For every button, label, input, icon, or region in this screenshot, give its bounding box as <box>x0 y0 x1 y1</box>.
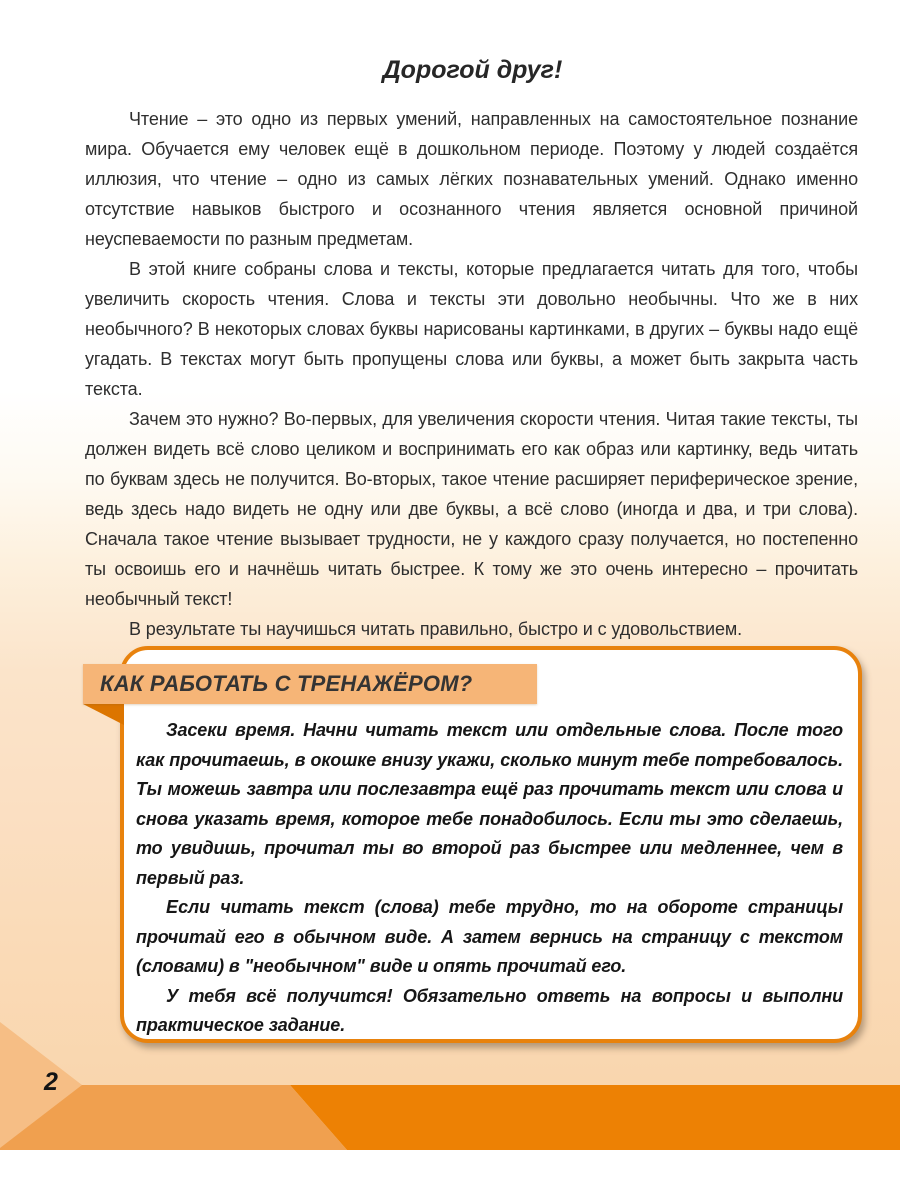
howto-banner <box>83 664 537 704</box>
page-title: Дорогой друг! <box>382 56 563 84</box>
intro-paragraph-3: Зачем это нужно? Во-первых, для увеличения скорости чтения. Читая такие тексты, ты должен видеть всё слово целиком и воспринимать его как образ или картинку, ведь читать по буквам здесь не получится. Во-вторых, такое чтение расширяет периферическое зрение, ведь здесь надо видеть не одну или две буквы, а всё слово (иногда и два, и три слова). Сначала такое чтение вызывает трудности, не у каждого сразу получается, но постепенно ты освоишь его и начнёшь читать быстрее. К тому же это очень интересно – прочитать необычный текст! <box>85 409 858 609</box>
page-number: 2 <box>44 1068 58 1096</box>
howto-paragraph-1: Засеки время. Начни читать текст или отдельные слова. После того как прочитаешь, в окошке внизу укажи, сколько минут тебе потребовалось. Ты можешь завтра или послезавтра ещё раз прочитать текст или слова и снова указать время, которое тебе понадобилось. Если ты это сделаешь, то увидишь, прочитал ты во второй раз быстрее или медленнее, чем в первый раз. <box>136 720 843 888</box>
footer-decorative-shapes <box>0 1022 900 1150</box>
footer-band-dark-shape <box>290 1085 900 1150</box>
howto-text-block <box>136 716 843 1041</box>
intro-paragraph-1: Чтение – это одно из первых умений, направленных на самостоятельное познание мира. Обучается ему человек ещё в дошкольном периоде. Поэтому у людей создаётся иллюзия, что чтение – одно из самых лёгких познавательных умений. Однако именно отсутствие навыков быстрого и осознанного чтения является основной причиной неуспеваемости по разным предметам. <box>85 109 858 249</box>
intro-text-block <box>85 104 858 644</box>
intro-paragraph-4: В результате ты научишься читать правильно, быстро и с удовольствием. <box>129 619 743 639</box>
howto-heading: КАК РАБОТАТЬ С ТРЕНАЖЁРОМ? <box>100 671 473 696</box>
howto-paragraph-2: Если читать текст (слова) тебе трудно, то на обороте страницы прочитай его в обычном виде. А затем вернись на страницу с текстом (словами) в "необычном" виде и опять прочитай его. <box>136 897 843 976</box>
howto-paragraph-3: У тебя всё получится! Обязательно ответь на вопросы и выполни практическое задание. <box>136 985 843 1035</box>
intro-paragraph-2: В этой книге собраны слова и тексты, которые предлагается читать для того, чтобы увеличить скорость чтения. Слова и тексты эти довольно необычны. Что же в них необычного? В некоторых словах буквы нарисованы картинками, в других – буквы надо ещё угадать. В текстах могут быть пропущены слова или буквы, а может быть закрыта часть текста. <box>85 259 858 399</box>
